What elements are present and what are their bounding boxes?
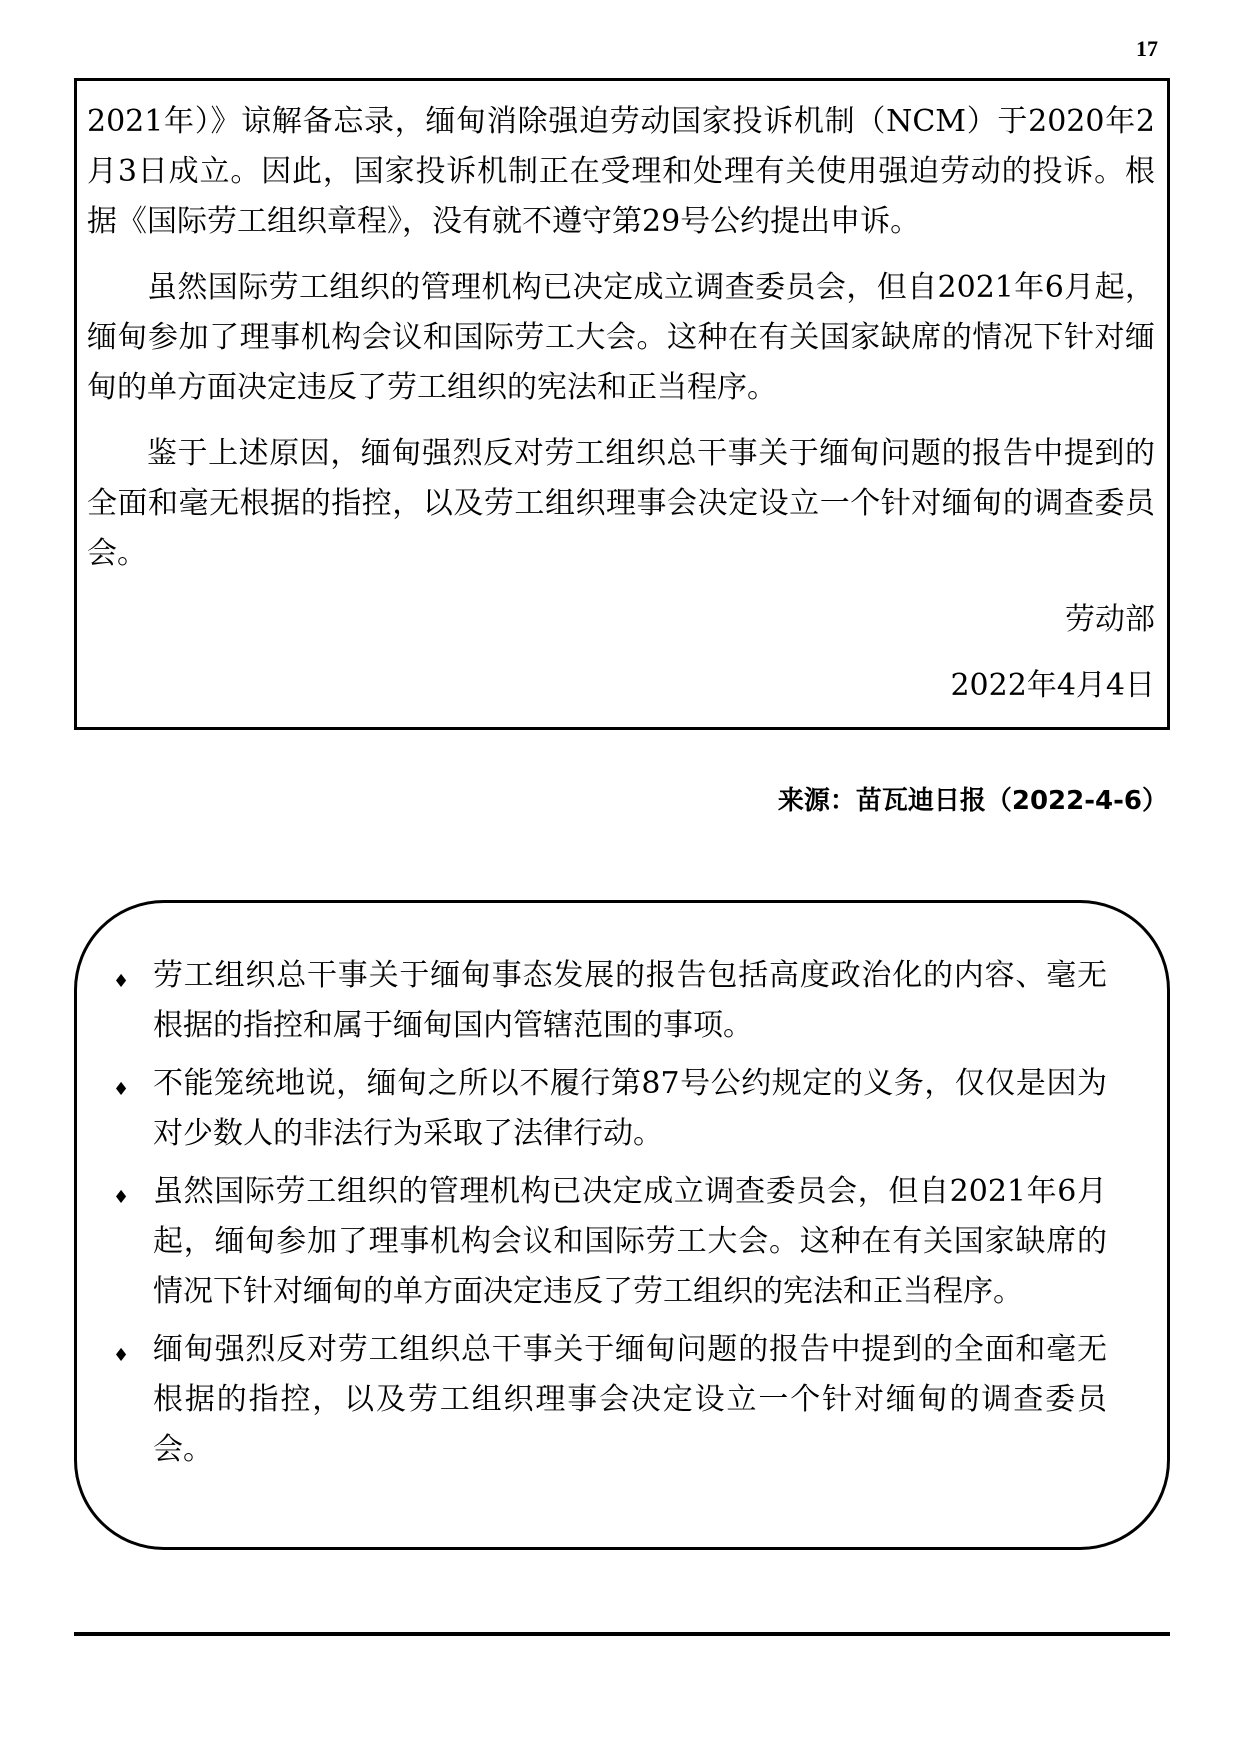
- statement-paragraph-1: 2021年）》谅解备忘录，缅甸消除强迫劳动国家投诉机制（NCM）于2020年2月3日成立。因此，国家投诉机制正在受理和处理有关使用强迫劳动的投诉。根据《国际劳工组织章程》，没有就不遵守第29号公约提出申诉。: [87, 104, 1155, 239]
- statement-box: [74, 78, 1170, 730]
- summary-box: [74, 900, 1170, 1550]
- summary-list: [113, 951, 1107, 1475]
- diamond-bullet-icon: ♦: [113, 1345, 130, 1366]
- statement-paragraph-3: 鉴于上述原因，缅甸强烈反对劳工组织总干事关于缅甸问题的报告中提到的全面和毫无根据的指控，以及劳工组织理事会决定设立一个针对缅甸的调查委员会。: [87, 436, 1155, 571]
- statement-date: 2022年4月4日: [950, 668, 1155, 703]
- summary-item-text: 劳工组织总干事关于缅甸事态发展的报告包括高度政治化的内容、毫无根据的指控和属于缅甸国内管辖范围的事项。: [153, 958, 1107, 1043]
- summary-item: [113, 1325, 1107, 1475]
- page-number: 17: [1136, 36, 1158, 61]
- footer-divider: [74, 1632, 1170, 1636]
- diamond-bullet-icon: ♦: [113, 971, 130, 992]
- summary-item-text: 虽然国际劳工组织的管理机构已决定成立调查委员会，但自2021年6月起，缅甸参加了理事机构会议和国际劳工大会。这种在有关国家缺席的情况下针对缅甸的单方面决定违反了劳工组织的宪法和正当程序。: [153, 1174, 1107, 1309]
- diamond-bullet-icon: ♦: [113, 1187, 130, 1208]
- statement-signature: 劳动部: [1065, 602, 1155, 637]
- diamond-bullet-icon: ♦: [113, 1079, 130, 1100]
- summary-item: [113, 1059, 1107, 1159]
- source-citation: 来源：苗瓦迪日报（2022-4-6）: [777, 786, 1168, 816]
- summary-item-text: 缅甸强烈反对劳工组织总干事关于缅甸问题的报告中提到的全面和毫无根据的指控，以及劳工组织理事会决定设立一个针对缅甸的调查委员会。: [153, 1332, 1107, 1467]
- summary-item-text: 不能笼统地说，缅甸之所以不履行第87号公约规定的义务，仅仅是因为对少数人的非法行为采取了法律行动。: [153, 1066, 1107, 1151]
- summary-item: [113, 951, 1107, 1051]
- statement-paragraph-2: 虽然国际劳工组织的管理机构已决定成立调查委员会，但自2021年6月起，缅甸参加了理事机构会议和国际劳工大会。这种在有关国家缺席的情况下针对缅甸的单方面决定违反了劳工组织的宪法和正当程序。: [87, 270, 1155, 405]
- summary-item: [113, 1167, 1107, 1317]
